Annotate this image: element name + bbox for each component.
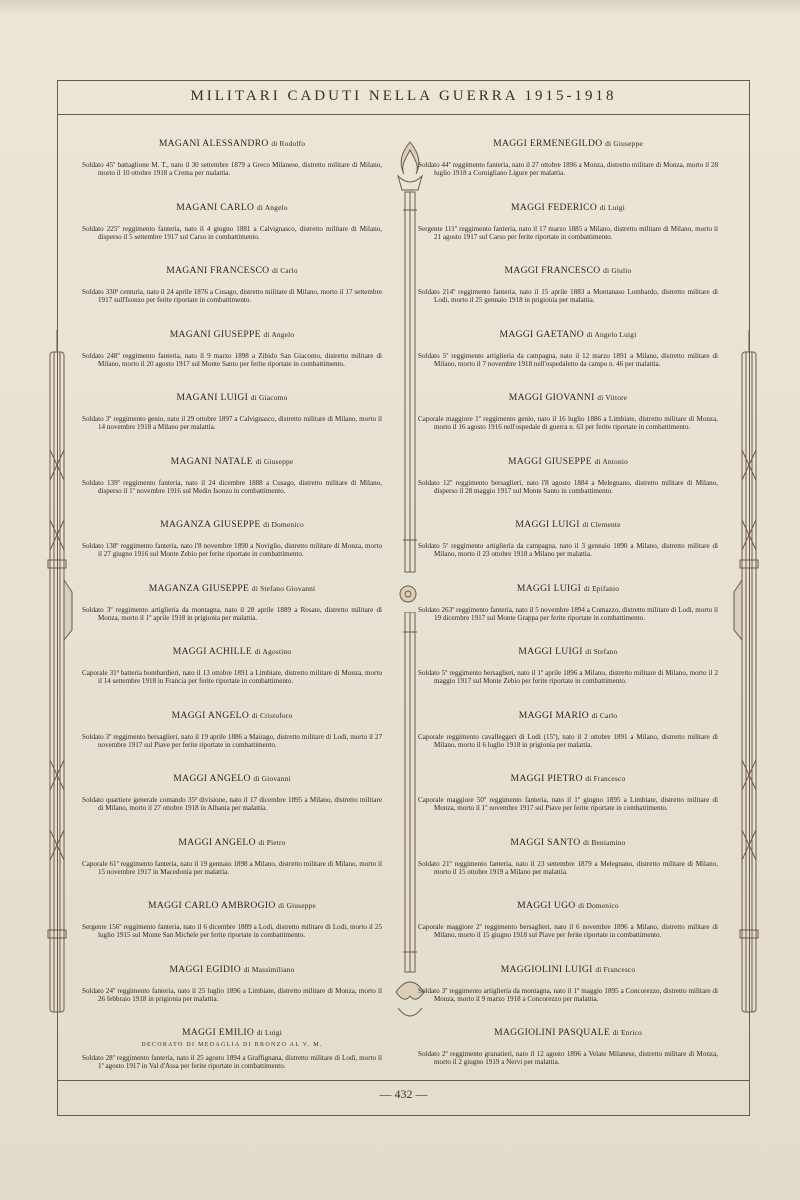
entry-text: Soldato 5º reggimento artiglieria da campagna, nato il 3 gennaio 1890 a Milano, distretto militare di Milano, morto il 23 ottobre 1918 a Milano per malattia. <box>418 542 718 559</box>
entry-text: Sergente 111º reggimento fanteria, nato il 17 marzo 1885 a Milano, distretto militare di Milano, morto il 21 agosto 1917 sul Carso per ferite riportate in combattimento. <box>418 224 718 241</box>
entry-name: MAGANZA GIUSEPPE <box>160 519 261 530</box>
entry-patronym: di Antonio <box>594 456 628 466</box>
entry <box>82 202 382 266</box>
entry <box>82 1027 382 1091</box>
entry-name: MAGGI EMILIO <box>182 1027 255 1038</box>
entry-text: Soldato 225º reggimento fanteria, nato il 4 giugno 1881 a Calvignasco, distretto militare di Milano, disperso il 5 settembre 1917 sul Carso in combattimento. <box>82 224 382 241</box>
entry-name: MAGGIOLINI LUIGI <box>500 963 593 975</box>
entry <box>82 710 382 774</box>
entry-text: Caporale maggiore 50º reggimento fanteria, nato il 1º giugno 1895 a Limbiate, distretto militare di Monza, morto il 1º novembre 1917 sul Piave per ferite riportate in combattimento. <box>418 796 718 813</box>
entry-patronym: di Domenico <box>263 520 304 529</box>
entry-text: Soldato 5º reggimento bersaglieri, nato il 1º aprile 1896 a Milano, distretto militare di Milano, morto il 2 maggio 1917 sul Monte Zebio per ferite riportate in combattimento. <box>418 669 718 686</box>
entry <box>82 519 382 583</box>
entry-name: MAGGI UGO <box>517 900 576 911</box>
entry-patronym: di Francesco <box>595 964 636 974</box>
entry-text: Soldato 44º reggimento fanteria, nato il 27 ottobre 1896 a Monza, distretto militare di Monza, morto il 28 luglio 1918 a Cornigliano Ligure per malattia. <box>418 161 718 178</box>
entry-patronym: di Giuseppe <box>255 456 294 466</box>
entry <box>418 392 718 456</box>
entry-patronym: di Luigi <box>256 1028 282 1037</box>
entry-text: Soldato 21º reggimento fanteria, nato il 23 settembre 1879 a Melegnano, distretto militare di Milano, morto il 15 ottobre 1919 a Milano per malattia. <box>418 859 718 876</box>
page-title: MILITARI CADUTI NELLA GUERRA 1915-1918 <box>190 88 617 104</box>
entry <box>82 329 382 393</box>
entry <box>418 646 718 710</box>
entry-name: MAGANZA GIUSEPPE <box>148 582 250 594</box>
fasces-icon <box>40 330 74 1030</box>
entry <box>418 900 718 964</box>
entry-patronym: di Vittore <box>597 393 628 402</box>
decoration-note: DECORATO DI MEDAGLIA DI BRONZO AL V. M. <box>141 1042 323 1048</box>
entry <box>82 900 382 964</box>
entry <box>82 964 382 1028</box>
entry-patronym: di Giovanni <box>253 774 291 783</box>
entry-name: MAGGI ANGELO <box>178 836 256 848</box>
entry-text: Caporale maggiore 1º reggimento genio, nato il 16 luglio 1886 a Limbiate, distretto militare di Monza, morto il 16 agosto 1916 nell'ospedale di guerra n. 63 per ferite riportate in combattimento. <box>418 415 718 432</box>
entry-name: MAGANI LUIGI <box>176 392 249 403</box>
entry-patronym: di Angelo <box>263 329 295 339</box>
entry-name: MAGGI FRANCESCO <box>504 265 601 276</box>
entry-text: Soldato 330ª centuria, nato il 24 aprile 1876 a Cusago, distretto militare di Milano, morto il 17 settembre 1917 sull'Isonzo per ferite riportate in combattimento. <box>82 288 382 305</box>
entry-patronym: di Giuseppe <box>278 901 316 910</box>
fasces-icon <box>732 330 766 1030</box>
entry-patronym: di Stefano Giovanni <box>251 583 316 593</box>
entry-text: Soldato 45º battaglione M. T., nato il 30 settembre 1879 a Greco Milanese, distretto militare di Milano, morto il 10 ottobre 1918 a Crema per malattia. <box>82 161 382 178</box>
entry-name: MAGGI SANTO <box>510 836 581 848</box>
entry <box>82 583 382 647</box>
entry-text: Soldato 24º reggimento fanteria, nato il 25 luglio 1896 a Limbiate, distretto militare di Monza, morto il 26 febbraio 1918 in prigionia per malattia. <box>82 986 382 1003</box>
entry-name: MAGGI ERMENEGILDO <box>493 138 603 149</box>
entry-patronym: di Carlo <box>591 710 618 720</box>
left-column <box>82 138 382 1091</box>
entry-patronym: di Cristoforo <box>251 710 293 720</box>
entry-text: Soldato 214º reggimento fanteria, nato il 15 aprile 1883 a Montanaso Lombardo, distretto militare di Lodi, morto il 25 gennaio 1918 in prigionia per malattia. <box>418 288 718 305</box>
entry <box>82 646 382 710</box>
entry-patronym: di Carlo <box>272 266 298 275</box>
entry-text: Soldato 2º reggimento granatieri, nato il 12 agosto 1896 a Velate Milanese, distretto militare di Monza, morto il 2 giugno 1919 a Nervi per malattia. <box>418 1050 718 1067</box>
entry-patronym: di Clemente <box>582 520 621 529</box>
page-number: — 432 — <box>379 1087 428 1101</box>
entry <box>82 138 382 202</box>
entry <box>418 710 718 774</box>
entry-name: MAGGI ANGELO <box>171 709 250 721</box>
entry <box>418 964 718 1028</box>
entry-patronym: di Giacomo <box>250 393 288 402</box>
entry-text: Soldato 3º reggimento artiglieria da montagna, nato il 1º maggio 1895 a Concorezzo, distretto militare di Monza, morto il 9 marzo 1918 a Concorezzo per malattia. <box>418 986 718 1003</box>
entry-patronym: di Enrico <box>612 1028 642 1037</box>
rosette-icon <box>398 584 418 604</box>
entry-patronym: di Angelo Luigi <box>586 329 637 339</box>
entry-text: Sergente 156º reggimento fanteria, nato il 6 dicembre 1889 a Lodi, distretto militare di Lodi, morto il 25 luglio 1915 sul Monte San Michele per ferite riportate in combattimento. <box>82 923 382 940</box>
entry-name: MAGANI GIUSEPPE <box>169 328 261 340</box>
entry <box>82 837 382 901</box>
entry-name: MAGGI ACHILLE <box>172 646 253 657</box>
entry-name: MAGGI EGIDIO <box>169 963 241 975</box>
entry <box>418 519 718 583</box>
entry-name: MAGGI GIOVANNI <box>508 392 595 403</box>
entry-patronym: di Stefano <box>585 647 618 656</box>
entry-name: MAGGI LUIGI <box>518 646 583 657</box>
entry <box>418 265 718 329</box>
header-rule <box>57 114 750 115</box>
entry <box>418 138 718 202</box>
entry-name: MAGGI GAETANO <box>499 328 584 340</box>
entry <box>418 837 718 901</box>
entry-name: MAGGI MARIO <box>518 709 589 721</box>
entry-name: MAGGI PIETRO <box>510 773 583 784</box>
entry-patronym: di Rodolfo <box>271 139 306 148</box>
entry-text: Soldato 28º reggimento fanteria, nato il 25 agosto 1894 a Graffignana, distretto militare di Lodi, morto il 1º agosto 1917 in Val d'Assa per ferite riportate in combattimento. <box>82 1054 382 1071</box>
entry-name: MAGANI FRANCESCO <box>166 265 270 276</box>
entry-name: MAGGI GIUSEPPE <box>507 455 592 467</box>
page-top-shadow <box>0 0 800 14</box>
entry <box>418 456 718 520</box>
entry <box>418 583 718 647</box>
entry-patronym: di Luigi <box>599 202 625 212</box>
entry-patronym: di Francesco <box>585 774 626 783</box>
entry-patronym: di Giulio <box>603 266 632 275</box>
entry <box>82 265 382 329</box>
entry-patronym: di Massimiliano <box>243 964 295 974</box>
entry-patronym: di Beniamino <box>583 837 626 847</box>
entry-name: MAGGI LUIGI <box>516 582 582 594</box>
entry-text: Soldato 263º reggimento fanteria, nato il 5 novembre 1894 a Comazzo, distretto militare di Lodi, morto il 19 dicembre 1917 sul Monte Grappa per ferite riportate in combattimento. <box>418 605 718 622</box>
entry-text: Soldato 12º reggimento bersaglieri, nato l'8 agosto 1884 a Melegnano, distretto militare di Milano, disperso il 28 maggio 1917 sul Monte Santo in combattimento. <box>418 478 718 495</box>
entry-text: Caporale 31ª batteria bombardieri, nato il 13 ottobre 1891 a Limbiate, distretto militare di Monza, morto il 14 settembre 1918 in Francia per ferite riportate in combattimento. <box>82 669 382 686</box>
entry <box>82 456 382 520</box>
entry <box>418 1027 718 1091</box>
entry-name: MAGANI ALESSANDRO <box>158 138 269 149</box>
entry-text: Caporale 61º reggimento fanteria, nato il 19 gennaio 1898 a Milano, distretto militare di Milano, morto il 15 novembre 1917 in Macedonia per malattia. <box>82 859 382 876</box>
entry-patronym: di Epifanio <box>583 583 620 593</box>
entry-name: MAGGI ANGELO <box>173 773 251 784</box>
entry-patronym: di Agostino <box>254 647 292 656</box>
entry <box>82 773 382 837</box>
entry-name: MAGGI CARLO AMBROGIO <box>148 900 276 911</box>
entry-name: MAGGIOLINI PASQUALE <box>494 1027 611 1038</box>
entry <box>418 202 718 266</box>
entry-text: Soldato quartiere generale comando 35ª divisione, nato il 17 dicembre 1895 a Milano, distretto militare di Milano, morto il 27 ottobre 1918 in Albania per malattia. <box>82 796 382 813</box>
entry-text: Soldato 138º reggimento fanteria, nato l'8 novembre 1890 a Noviglio, distretto militare di Monza, morto il 27 giugno 1916 sul Monte Zebio per ferite riportate in combattimento. <box>82 542 382 559</box>
entry-text: Caporale reggimento cavalleggeri di Lodi (15º), nato il 2 ottobre 1891 a Milano, distretto militare di Milano, morto il 6 luglio 1918 in prigionia per malattia. <box>418 732 718 749</box>
entry-text: Soldato 139º reggimento fanteria, nato il 24 dicembre 1888 a Cusago, distretto militare di Milano, disperso il 1º novembre 1916 sul Medio Isonzo in combattimento. <box>82 478 382 495</box>
entry-patronym: di Giuseppe <box>605 139 643 148</box>
entry-name: MAGANI NATALE <box>170 455 253 467</box>
entry <box>418 329 718 393</box>
entry-text: Soldato 3º reggimento artiglieria da montagna, nato il 28 aprile 1889 a Rosate, distretto militare di Monza, morto il 1º aprile 1918 in prigionia per malattia. <box>82 605 382 622</box>
entry-text: Soldato 248º reggimento fanteria, nato il 9 marzo 1898 a Zibido San Giacomo, distretto militare di Milano, morto il 20 agosto 1917 sul Monte Santo per ferite riportate in combattimento. <box>82 351 382 368</box>
entry-patronym: di Angelo <box>256 202 288 212</box>
entry-text: Soldato 3º reggimento bersaglieri, nato il 19 aprile 1886 a Mairago, distretto militare di Lodi, morto il 27 novembre 1917 sul Piave per ferite riportate in combattimento. <box>82 732 382 749</box>
entry <box>418 773 718 837</box>
right-column <box>418 138 718 1091</box>
entry-name: MAGGI FEDERICO <box>511 201 598 213</box>
entry-text: Soldato 3º reggimento genio, nato il 29 ottobre 1897 a Calvignasco, distretto militare di Milano, morto il 14 novembre 1918 a Milano per malattia. <box>82 415 382 432</box>
entry-text: Caporale maggiore 2º reggimento bersaglieri, nato il 6 novembre 1896 a Milano, distretto militare di Milano, morto il 15 giugno 1918 sul Piave per ferite riportate in combattimento. <box>418 923 718 940</box>
entry-patronym: di Pietro <box>258 837 286 847</box>
entry-name: MAGGI LUIGI <box>515 519 580 530</box>
entry-patronym: di Domenico <box>578 901 619 910</box>
entry-name: MAGANI CARLO <box>176 201 255 213</box>
entry-text: Soldato 5º reggimento artiglieria da campagna, nato il 12 marzo 1891 a Milano, distretto militare di Milano, morto il 7 novembre 1918 nell'ospedaletto da campo n. 46 per malattia. <box>418 351 718 368</box>
entry <box>82 392 382 456</box>
